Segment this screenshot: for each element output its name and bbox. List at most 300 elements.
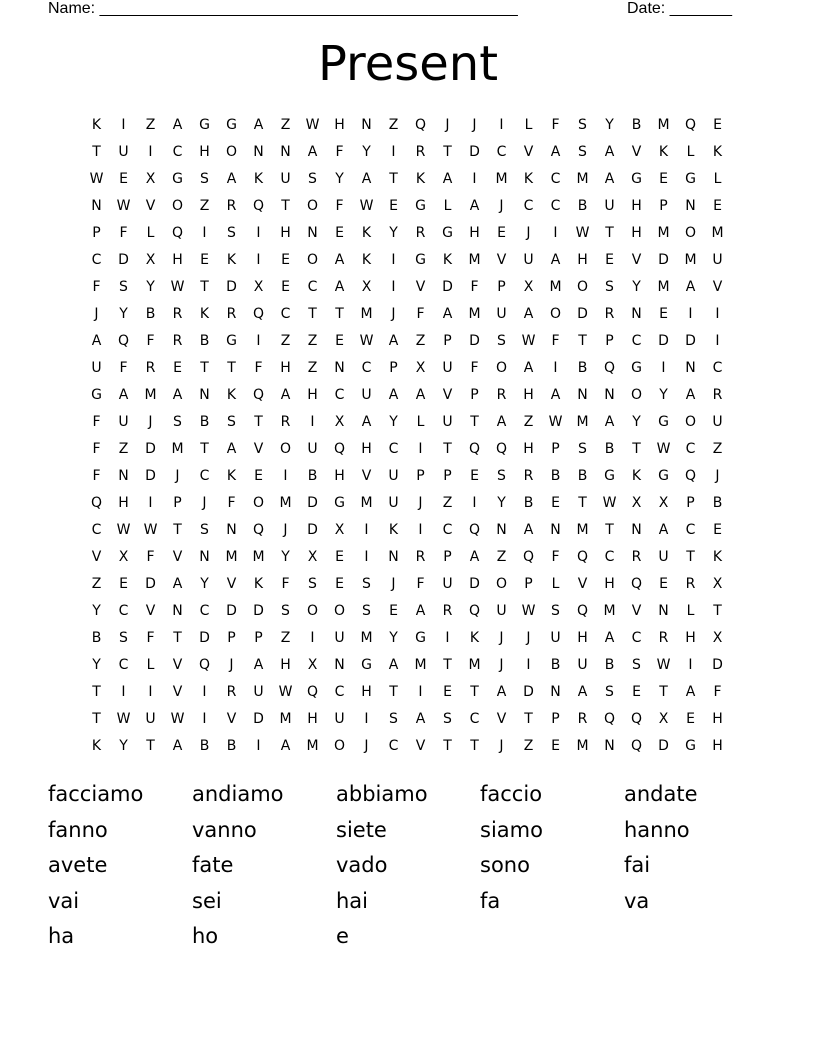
grid-letter: A: [550, 386, 561, 403]
word-list-item: vado: [336, 853, 388, 877]
grid-letter: A: [226, 440, 237, 457]
grid-letter: T: [146, 737, 155, 754]
grid-letter: T: [335, 305, 344, 322]
grid-letter: M: [279, 494, 292, 511]
grid-letter: Q: [306, 683, 319, 700]
grid-letter: P: [227, 629, 236, 646]
word-list-item: ha: [48, 924, 75, 948]
grid-letter: D: [307, 494, 318, 511]
grid-letter: I: [148, 683, 153, 700]
grid-letter: M: [657, 116, 670, 133]
grid-letter: E: [173, 359, 182, 376]
grid-letter: E: [443, 683, 452, 700]
grid-letter: D: [658, 737, 669, 754]
date-field: Date: _______: [627, 0, 732, 17]
grid-letter: A: [685, 683, 696, 700]
grid-letter: G: [658, 467, 669, 484]
grid-letter: Q: [117, 332, 130, 349]
grid-letter: K: [415, 170, 426, 187]
grid-letter: H: [469, 224, 480, 241]
grid-letter: X: [253, 278, 264, 295]
grid-letter: I: [256, 224, 261, 241]
grid-letter: C: [712, 359, 723, 376]
grid-letter: N: [118, 467, 129, 484]
grid-letter: U: [91, 359, 102, 376]
grid-letter: Q: [198, 656, 211, 673]
grid-letter: F: [254, 359, 263, 376]
grid-letter: V: [631, 251, 642, 268]
grid-letter: E: [335, 575, 344, 592]
grid-letter: S: [578, 116, 587, 133]
grid-letter: V: [496, 710, 507, 727]
grid-letter: U: [550, 629, 561, 646]
grid-letter: I: [553, 224, 558, 241]
grid-letter: O: [171, 197, 184, 214]
grid-letter: Z: [91, 575, 102, 592]
grid-letter: A: [361, 413, 372, 430]
grid-letter: U: [442, 413, 453, 430]
grid-letter: F: [335, 143, 344, 160]
grid-letter: J: [715, 467, 720, 484]
grid-letter: P: [254, 629, 263, 646]
grid-letter: V: [442, 386, 453, 403]
grid-letter: G: [442, 224, 453, 241]
grid-letter: G: [226, 116, 237, 133]
grid-letter: W: [521, 332, 536, 349]
grid-letter: J: [499, 629, 504, 646]
grid-letter: F: [146, 629, 155, 646]
grid-letter: Y: [605, 116, 614, 133]
grid-letter: N: [631, 305, 642, 322]
grid-letter: Y: [92, 602, 101, 619]
grid-letter: I: [418, 521, 423, 538]
grid-letter: M: [225, 548, 238, 565]
grid-letter: T: [173, 629, 182, 646]
grid-letter: T: [470, 737, 479, 754]
grid-letter: N: [91, 197, 102, 214]
grid-letter: Z: [307, 359, 318, 376]
grid-letter: F: [119, 359, 128, 376]
grid-letter: Z: [118, 440, 129, 457]
grid-letter: M: [468, 251, 481, 268]
grid-letter: K: [469, 629, 480, 646]
grid-letter: T: [470, 413, 479, 430]
grid-letter: B: [550, 467, 561, 484]
grid-letter: X: [307, 656, 318, 673]
grid-letter: E: [713, 197, 722, 214]
grid-letter: Q: [576, 602, 589, 619]
grid-letter: M: [468, 305, 481, 322]
grid-letter: S: [578, 143, 587, 160]
grid-letter: P: [551, 710, 560, 727]
grid-letter: T: [524, 710, 533, 727]
grid-letter: G: [415, 251, 426, 268]
grid-letter: I: [715, 332, 720, 349]
grid-letter: U: [118, 413, 129, 430]
grid-letter: T: [200, 440, 209, 457]
word-list-item: andate: [624, 782, 698, 806]
grid-letter: F: [551, 548, 560, 565]
grid-letter: H: [361, 440, 372, 457]
grid-letter: U: [442, 359, 453, 376]
grid-letter: Z: [280, 332, 291, 349]
grid-letter: F: [416, 305, 425, 322]
grid-letter: W: [656, 440, 671, 457]
grid-letter: C: [631, 629, 642, 646]
grid-letter: F: [92, 467, 101, 484]
grid-letter: C: [550, 197, 561, 214]
grid-letter: E: [254, 467, 263, 484]
grid-letter: W: [89, 170, 104, 187]
grid-letter: R: [685, 575, 696, 592]
grid-letter: V: [172, 683, 183, 700]
grid-letter: D: [469, 332, 480, 349]
grid-letter: B: [199, 413, 210, 430]
grid-letter: V: [91, 548, 102, 565]
grid-letter: H: [361, 683, 372, 700]
grid-letter: N: [253, 143, 264, 160]
grid-letter: A: [658, 521, 669, 538]
grid-letter: Z: [442, 494, 453, 511]
grid-letter: Y: [362, 143, 371, 160]
grid-letter: Q: [630, 575, 643, 592]
grid-letter: Y: [146, 278, 155, 295]
grid-letter: X: [145, 170, 156, 187]
grid-letter: K: [226, 386, 237, 403]
grid-letter: M: [711, 224, 724, 241]
grid-letter: T: [389, 170, 398, 187]
grid-letter: H: [577, 251, 588, 268]
grid-letter: M: [468, 656, 481, 673]
grid-letter: Q: [333, 440, 346, 457]
grid-letter: M: [306, 737, 319, 754]
grid-letter: J: [391, 305, 396, 322]
grid-letter: L: [551, 575, 560, 592]
grid-letter: I: [688, 656, 693, 673]
grid-letter: E: [686, 710, 695, 727]
grid-letter: S: [497, 467, 506, 484]
grid-letter: W: [359, 197, 374, 214]
grid-letter: A: [226, 170, 237, 187]
grid-letter: S: [308, 170, 317, 187]
grid-letter: A: [91, 332, 102, 349]
grid-letter: A: [307, 143, 318, 160]
grid-letter: A: [334, 251, 345, 268]
grid-letter: Z: [388, 116, 399, 133]
grid-letter: P: [443, 548, 452, 565]
grid-letter: C: [685, 440, 696, 457]
grid-letter: O: [576, 278, 589, 295]
grid-letter: A: [388, 386, 399, 403]
grid-letter: T: [308, 305, 317, 322]
grid-letter: G: [685, 170, 696, 187]
grid-letter: K: [631, 467, 642, 484]
grid-letter: C: [685, 521, 696, 538]
grid-letter: M: [603, 602, 616, 619]
grid-letter: A: [469, 197, 480, 214]
grid-letter: J: [229, 656, 234, 673]
word-list-item: fa: [480, 888, 501, 913]
grid-letter: S: [173, 413, 182, 430]
grid-letter: M: [360, 305, 373, 322]
grid-letter: R: [442, 602, 453, 619]
grid-letter: L: [416, 413, 425, 430]
grid-letter: A: [523, 359, 534, 376]
grid-letter: O: [306, 602, 319, 619]
grid-letter: T: [173, 521, 182, 538]
grid-letter: C: [172, 143, 183, 160]
grid-letter: S: [497, 332, 506, 349]
grid-letter: M: [576, 413, 589, 430]
grid-letter: I: [310, 413, 315, 430]
grid-letter: E: [335, 224, 344, 241]
grid-letter: X: [712, 575, 723, 592]
grid-letter: N: [604, 386, 615, 403]
grid-letter: N: [334, 359, 345, 376]
grid-letter: D: [253, 710, 264, 727]
grid-letter: C: [496, 143, 507, 160]
grid-letter: O: [252, 494, 265, 511]
grid-letter: T: [659, 683, 668, 700]
grid-letter: T: [578, 494, 587, 511]
grid-letter: K: [226, 251, 237, 268]
grid-letter: W: [359, 332, 374, 349]
grid-letter: R: [415, 143, 426, 160]
grid-letter: C: [199, 467, 210, 484]
grid-letter: D: [145, 575, 156, 592]
grid-letter: J: [364, 737, 369, 754]
grid-letter: E: [389, 602, 398, 619]
grid-letter: W: [305, 116, 320, 133]
grid-letter: I: [391, 251, 396, 268]
grid-letter: B: [604, 440, 615, 457]
grid-letter: C: [388, 440, 399, 457]
grid-letter: I: [472, 494, 477, 511]
grid-letter: T: [281, 197, 290, 214]
grid-letter: F: [92, 413, 101, 430]
word-list-item: e: [336, 924, 349, 948]
grid-letter: H: [280, 656, 291, 673]
grid-letter: Q: [252, 521, 265, 538]
grid-letter: G: [172, 170, 183, 187]
grid-letter: A: [604, 413, 615, 430]
grid-letter: A: [388, 656, 399, 673]
grid-letter: D: [226, 278, 237, 295]
grid-letter: A: [388, 332, 399, 349]
grid-letter: H: [577, 629, 588, 646]
grid-letter: V: [496, 251, 507, 268]
grid-letter: I: [256, 251, 261, 268]
grid-letter: B: [550, 656, 561, 673]
grid-letter: U: [388, 467, 399, 484]
grid-letter: N: [307, 224, 318, 241]
grid-letter: I: [202, 224, 207, 241]
grid-letter: E: [281, 278, 290, 295]
grid-letter: X: [361, 278, 372, 295]
grid-letter: N: [550, 683, 561, 700]
grid-letter: B: [577, 359, 588, 376]
grid-letter: R: [712, 386, 723, 403]
grid-letter: D: [469, 575, 480, 592]
grid-letter: T: [443, 143, 452, 160]
grid-letter: B: [199, 332, 210, 349]
grid-letter: Y: [281, 548, 290, 565]
grid-letter: T: [713, 602, 722, 619]
grid-letter: T: [443, 656, 452, 673]
grid-letter: B: [226, 737, 237, 754]
grid-letter: F: [281, 575, 290, 592]
grid-letter: E: [119, 575, 128, 592]
grid-letter: J: [94, 305, 99, 322]
grid-letter: Q: [468, 521, 481, 538]
grid-letter: E: [335, 332, 344, 349]
grid-letter: O: [549, 305, 562, 322]
grid-letter: H: [604, 575, 615, 592]
grid-letter: H: [307, 386, 318, 403]
grid-letter: P: [173, 494, 182, 511]
grid-letter: M: [252, 548, 265, 565]
grid-letter: C: [280, 305, 291, 322]
grid-letter: A: [496, 683, 507, 700]
grid-letter: D: [145, 467, 156, 484]
grid-letter: K: [712, 143, 723, 160]
grid-letter: T: [470, 683, 479, 700]
grid-letter: Y: [200, 575, 209, 592]
grid-letter: O: [279, 440, 292, 457]
grid-letter: J: [418, 494, 423, 511]
grid-letter: N: [361, 116, 372, 133]
grid-letter: N: [631, 521, 642, 538]
grid-letter: L: [713, 170, 722, 187]
grid-letter: N: [199, 548, 210, 565]
grid-letter: Z: [280, 629, 291, 646]
grid-letter: D: [226, 602, 237, 619]
grid-letter: U: [604, 197, 615, 214]
grid-letter: M: [549, 278, 562, 295]
grid-letter: K: [712, 548, 723, 565]
grid-letter: U: [442, 575, 453, 592]
grid-letter: D: [685, 332, 696, 349]
grid-letter: X: [712, 629, 723, 646]
grid-letter: J: [391, 575, 396, 592]
grid-letter: Q: [171, 224, 184, 241]
grid-letter: A: [523, 521, 534, 538]
grid-letter: I: [283, 467, 288, 484]
grid-letter: X: [334, 413, 345, 430]
grid-letter: T: [92, 683, 101, 700]
word-list-item: faccio: [480, 782, 543, 806]
grid-letter: O: [495, 575, 508, 592]
grid-letter: Y: [92, 656, 101, 673]
grid-letter: A: [469, 548, 480, 565]
grid-letter: S: [578, 440, 587, 457]
grid-letter: N: [550, 521, 561, 538]
grid-letter: D: [307, 521, 318, 538]
word-list-item: sono: [480, 853, 530, 877]
grid-letter: W: [116, 710, 131, 727]
grid-letter: N: [388, 548, 399, 565]
grid-letter: M: [360, 629, 373, 646]
grid-letter: K: [199, 305, 210, 322]
grid-letter: E: [497, 224, 506, 241]
grid-letter: H: [280, 224, 291, 241]
grid-letter: U: [712, 251, 723, 268]
grid-letter: Q: [414, 116, 427, 133]
grid-letter: C: [388, 737, 399, 754]
grid-letter: R: [577, 710, 588, 727]
grid-letter: P: [443, 332, 452, 349]
word-list-item: siete: [336, 817, 387, 842]
grid-letter: M: [360, 494, 373, 511]
grid-letter: Q: [522, 548, 535, 565]
grid-letter: B: [712, 494, 723, 511]
grid-letter: R: [172, 332, 183, 349]
grid-letter: N: [334, 656, 345, 673]
grid-letter: X: [631, 494, 642, 511]
grid-letter: O: [306, 251, 319, 268]
grid-letter: K: [91, 737, 102, 754]
grid-letter: A: [577, 683, 588, 700]
grid-letter: J: [283, 521, 288, 538]
grid-letter: J: [148, 413, 153, 430]
grid-letter: W: [656, 656, 671, 673]
grid-letter: M: [576, 737, 589, 754]
grid-letter: D: [523, 683, 534, 700]
grid-letter: D: [199, 629, 210, 646]
grid-letter: H: [280, 359, 291, 376]
grid-letter: I: [310, 629, 315, 646]
grid-letter: H: [631, 224, 642, 241]
grid-letter: T: [92, 143, 101, 160]
grid-letter: O: [333, 737, 346, 754]
grid-letter: I: [445, 629, 450, 646]
grid-letter: H: [172, 251, 183, 268]
grid-letter: M: [171, 440, 184, 457]
grid-letter: Q: [495, 440, 508, 457]
grid-letter: V: [226, 710, 237, 727]
grid-letter: I: [715, 305, 720, 322]
grid-letter: V: [145, 602, 156, 619]
grid-letter: T: [578, 332, 587, 349]
grid-letter: A: [550, 251, 561, 268]
grid-letter: F: [146, 548, 155, 565]
grid-letter: U: [658, 548, 669, 565]
grid-letter: S: [227, 413, 236, 430]
grid-letter: X: [658, 494, 669, 511]
grid-letter: U: [253, 683, 264, 700]
grid-letter: P: [470, 386, 479, 403]
grid-letter: U: [712, 413, 723, 430]
grid-letter: N: [685, 359, 696, 376]
grid-letter: O: [684, 413, 697, 430]
grid-letter: K: [253, 575, 264, 592]
grid-letter: D: [118, 251, 129, 268]
grid-letter: A: [415, 602, 426, 619]
grid-letter: M: [657, 278, 670, 295]
grid-letter: A: [280, 737, 291, 754]
grid-letter: D: [577, 305, 588, 322]
grid-letter: R: [226, 683, 237, 700]
grid-letter: U: [523, 251, 534, 268]
grid-letter: S: [308, 575, 317, 592]
grid-letter: A: [604, 629, 615, 646]
grid-letter: C: [118, 656, 129, 673]
grid-letter: F: [470, 359, 479, 376]
grid-letter: P: [389, 359, 398, 376]
grid-letter: C: [469, 710, 480, 727]
grid-letter: D: [442, 278, 453, 295]
grid-letter: Z: [307, 332, 318, 349]
